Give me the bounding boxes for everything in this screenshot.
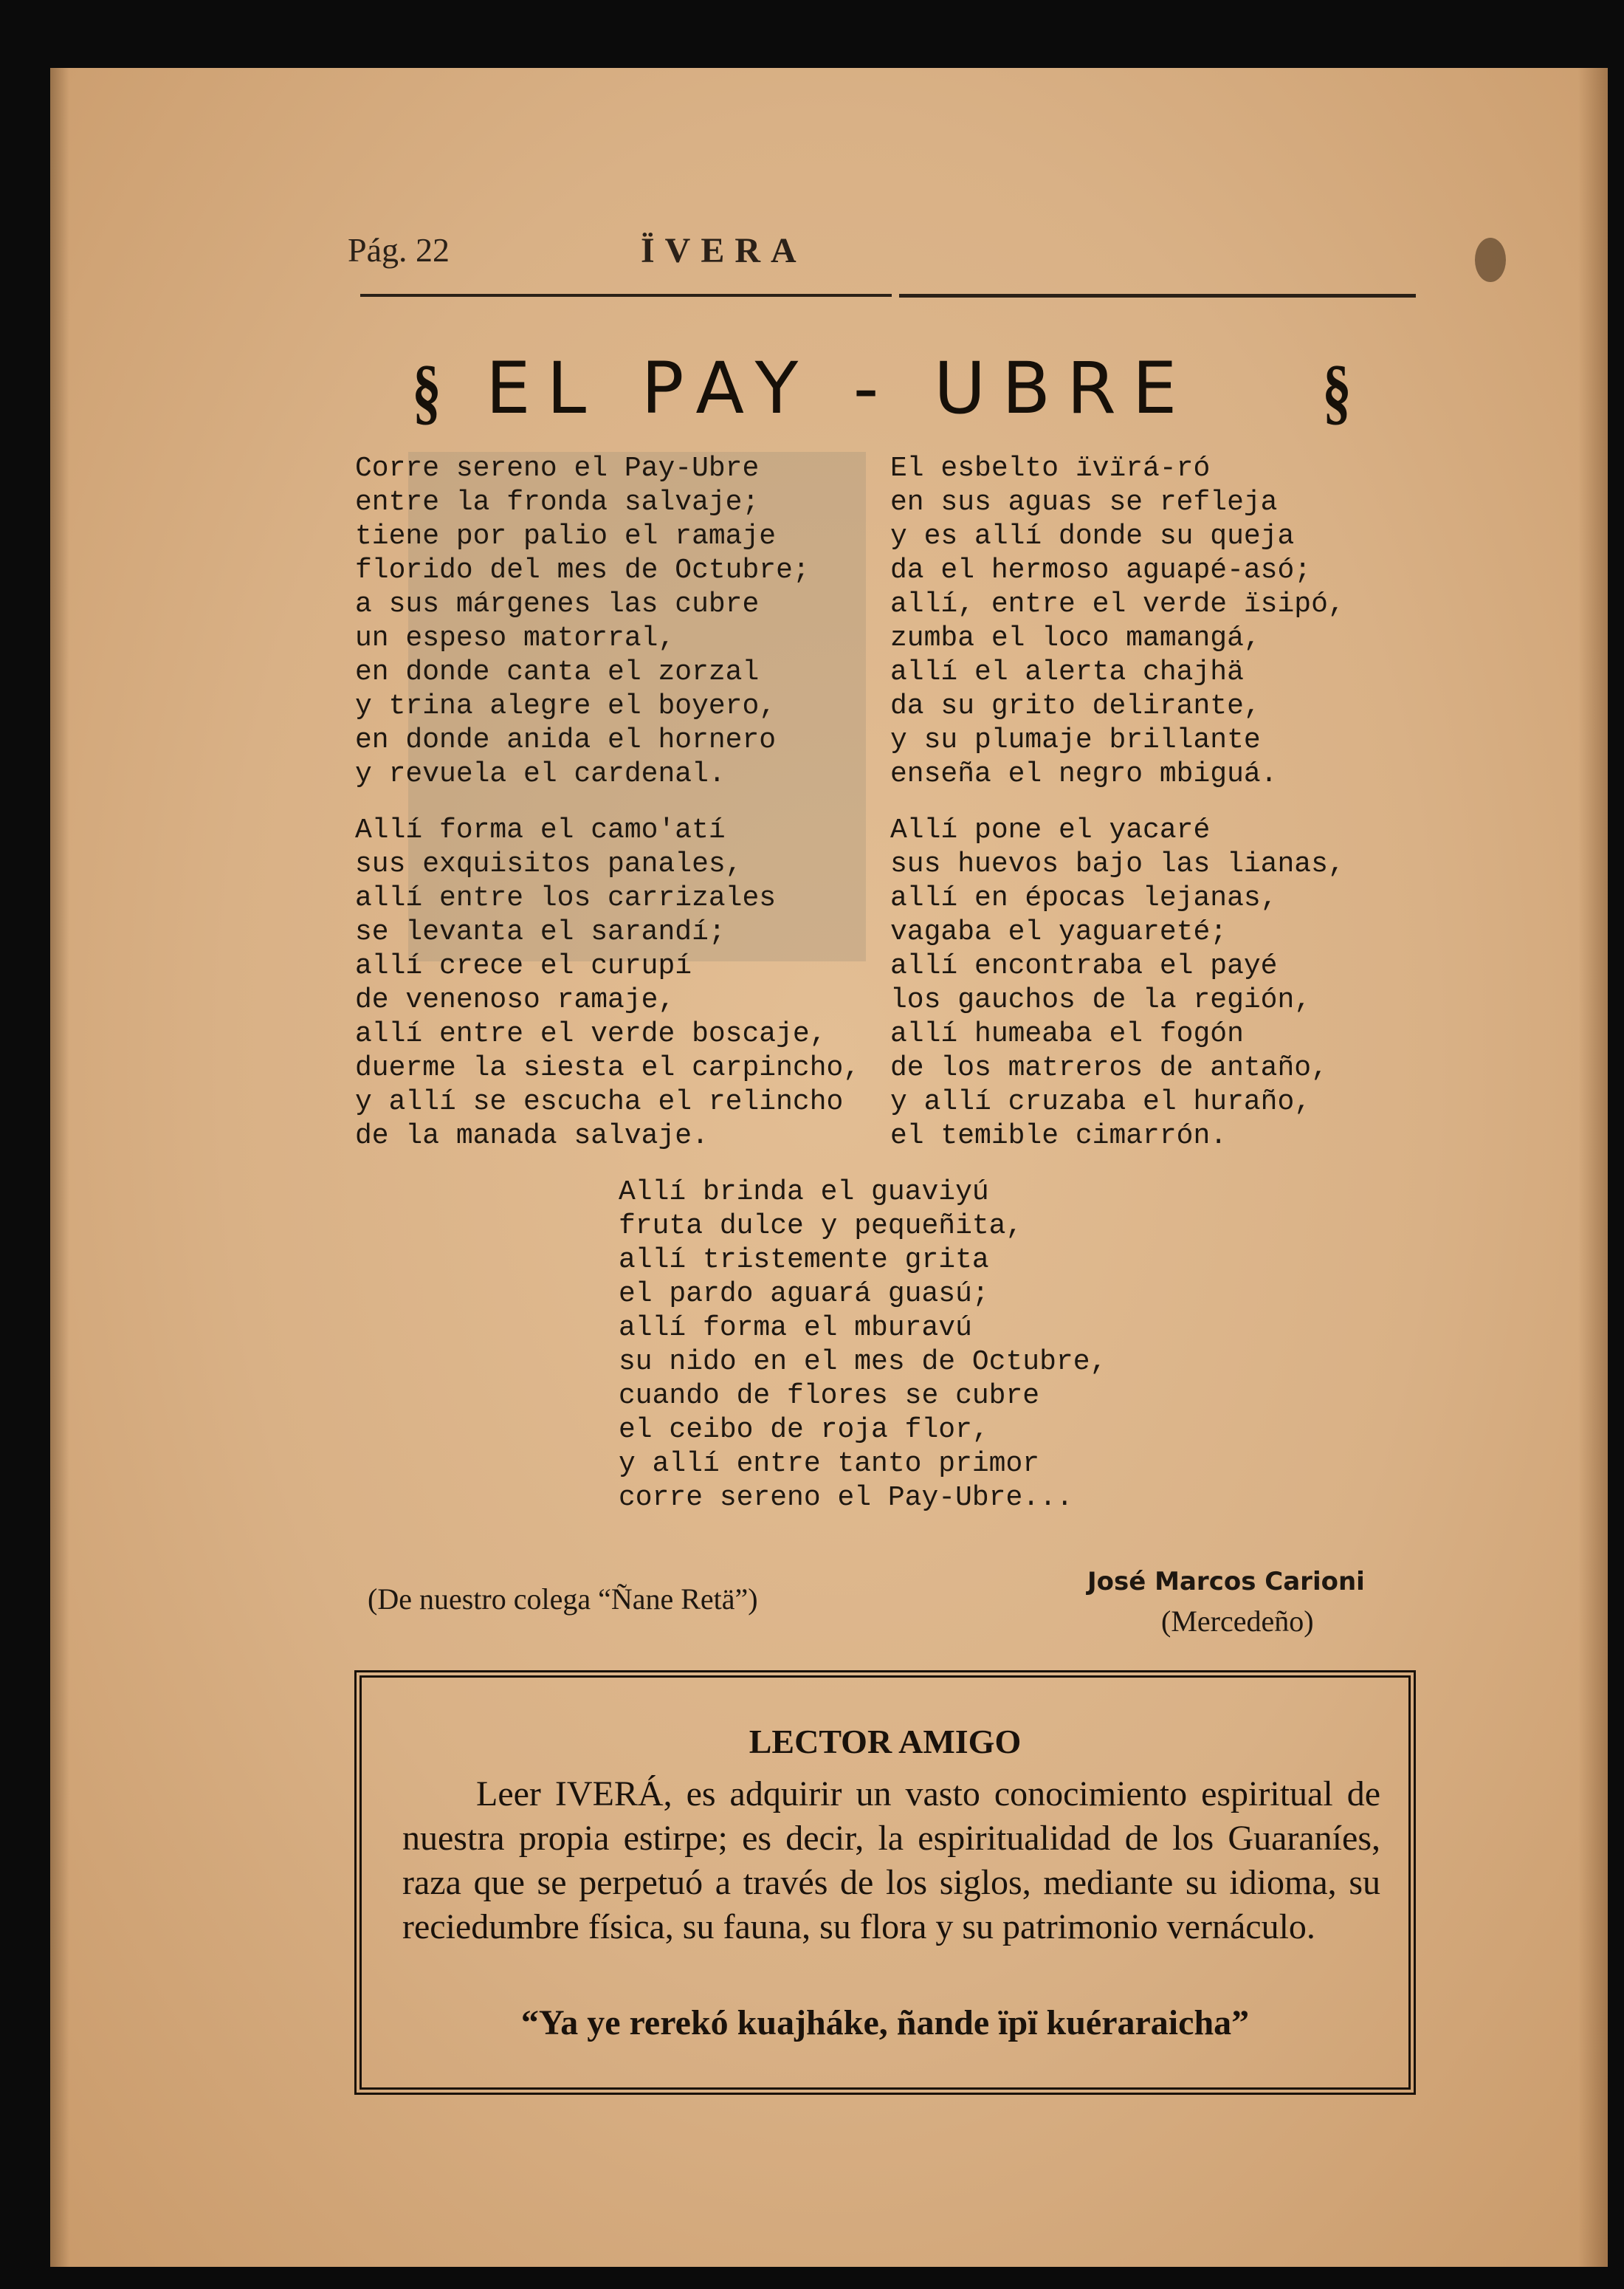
title-ornament-right: § — [1322, 350, 1352, 432]
poem-line: allí encontraba el payé — [890, 950, 1278, 982]
poem-line: florido del mes de Octubre; — [355, 555, 810, 586]
book-page — [50, 68, 1608, 2267]
notice-body: Leer IVERÁ, es adquirir un vasto conocimiento espiritual de nuestra propia estirpe; es decir, la espiritualidad de los Guaraníes, raza que se perpetuó a través de los siglos, mediante su idioma, su reciedumbre física, su fauna, su flora y su patrimonio vernáculo. — [402, 1774, 1380, 1946]
poem-stanza — [355, 452, 810, 792]
poem-line: el pardo aguará guasú; — [619, 1278, 989, 1310]
poem-line: en donde anida el hornero — [355, 724, 777, 756]
poem-line: vagaba el yaguareté; — [890, 916, 1228, 948]
ink-stain — [1475, 238, 1506, 282]
poem-line: entre la fronda salvaje; — [355, 487, 760, 518]
header-rule — [899, 294, 1416, 298]
poem-line: sus huevos bajo las lianas, — [890, 848, 1345, 880]
page-edge-shadow — [50, 68, 69, 2267]
page-spine-shadow — [1578, 68, 1608, 2267]
header-rule — [360, 294, 892, 297]
poem-line: en donde canta el zorzal — [355, 656, 760, 688]
poem-line: y allí cruzaba el huraño, — [890, 1086, 1312, 1118]
poem-line: y revuela el cardenal. — [355, 758, 726, 790]
poem-line: se levanta el sarandí; — [355, 916, 726, 948]
poem-line: da el hermoso aguapé-asó; — [890, 555, 1312, 586]
poem-title: EL PAY - UBRE — [486, 347, 1194, 430]
poem-line: tiene por palio el ramaje — [355, 521, 777, 552]
page-number: Pág. 22 — [348, 231, 450, 269]
poem-line: allí forma el mburavú — [619, 1312, 972, 1344]
poem-line: y trina alegre el boyero, — [355, 690, 777, 722]
poem-line: duerme la siesta el carpincho, — [355, 1052, 861, 1084]
poem-line: corre sereno el Pay-Ubre... — [619, 1482, 1073, 1514]
title-ornament-left: § — [412, 350, 441, 432]
poem-line: allí crece el curupí — [355, 950, 692, 982]
poem-line: de los matreros de antaño, — [890, 1052, 1328, 1084]
poem-line: y allí entre tanto primor — [619, 1448, 1040, 1480]
poem-line: fruta dulce y pequeñita, — [619, 1210, 1023, 1242]
poem-line: de venenoso ramaje, — [355, 984, 675, 1016]
poem-line: El esbelto ïvïrá-ró — [890, 453, 1211, 484]
poem-line: los gauchos de la región, — [890, 984, 1312, 1016]
poem-line: de la manada salvaje. — [355, 1120, 709, 1152]
poem-stanza — [890, 452, 1345, 792]
poem-line: allí, entre el verde ïsipó, — [890, 588, 1345, 620]
poem-line: allí entre los carrizales — [355, 882, 777, 914]
running-header-title: ÏVERA — [641, 231, 807, 270]
poem-line: a sus márgenes las cubre — [355, 588, 760, 620]
poem-line: allí el alerta chajhä — [890, 656, 1244, 688]
poem-line: un espeso matorral, — [355, 622, 675, 654]
notice-box — [354, 1670, 1416, 2095]
author-origin: (Mercedeño) — [1161, 1605, 1314, 1638]
poem-line: cuando de flores se cubre — [619, 1380, 1040, 1412]
poem-line: Allí brinda el guaviyú — [619, 1176, 989, 1208]
poem-line: su nido en el mes de Octubre, — [619, 1346, 1107, 1378]
poem-line: enseña el negro mbiguá. — [890, 758, 1278, 790]
poem-line: en sus aguas se refleja — [890, 487, 1278, 518]
poem-line: y es allí donde su queja — [890, 521, 1295, 552]
poem-stanza — [619, 1176, 1107, 1515]
poem-line: da su grito delirante, — [890, 690, 1261, 722]
poem-line: zumba el loco mamangá, — [890, 622, 1261, 654]
poem-line: allí humeaba el fogón — [890, 1018, 1244, 1050]
poem-line: allí tristemente grita — [619, 1244, 989, 1276]
poem-line: el ceibo de roja flor, — [619, 1414, 989, 1446]
notice-quote: “Ya ye rerekó kuajháke, ñande ïpï kuéraraicha” — [520, 2003, 1250, 2042]
poem-line: allí entre el verde boscaje, — [355, 1018, 827, 1050]
notice-heading: LECTOR AMIGO — [749, 1723, 1022, 1760]
poem-stanza — [355, 814, 860, 1153]
poem-line: y su plumaje brillante — [890, 724, 1261, 756]
poem-line: y allí se escucha el relincho — [355, 1086, 844, 1118]
poem-line: Allí pone el yacaré — [890, 814, 1211, 846]
poem-line: el temible cimarrón. — [890, 1120, 1228, 1152]
poem-line: allí en épocas lejanas, — [890, 882, 1278, 914]
poem-stanza — [890, 814, 1345, 1153]
poem-line: Corre sereno el Pay-Ubre — [355, 453, 760, 484]
poem-line: sus exquisitos panales, — [355, 848, 743, 880]
author-name: José Marcos Carioni — [1087, 1567, 1365, 1596]
source-note: (De nuestro colega “Ñane Retä”) — [368, 1582, 758, 1616]
poem-line: Allí forma el camo'atí — [355, 814, 726, 846]
